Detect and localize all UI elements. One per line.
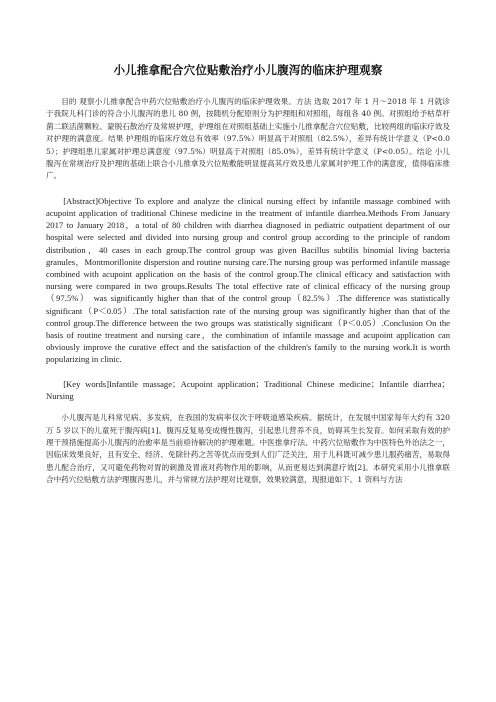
spacer <box>46 183 450 195</box>
abstract-english: [Abstract]Objective To explore and analyze the clinical nursing effect by infantile massage combined with acupoint application of traditional Chinese medicine in the treatment of infantile diarrhea.Methods From January 2017 to January 2018，a total of 80 children with diarrhea diagnosed in pediatric outpatient department of our hospital were selected and divided into nursing group and control group according to the principle of random distribution，40 cases in each group.The control group was given Bacillus subtilis binomial living bacteria granules，Montmorillonite dispersion and routine nursing care.The nursing group was performed infantile massage combined with acupoint application on the basis of the control group.The clinical efficacy and satisfaction with nursing were compared in two groups.Results The total effective rate of clinical efficacy of the nursing group（97.5%） was significantly higher than that of the control group（82.5%）.The difference was statistically significant（P＜0.05）.The total satisfaction rate of the nursing group was significantly higher than that of the control group.The difference between the two groups was statistically significant（P＜0.05）.Conclusion On the basis of routine treatment and nursing care，the combination of infantile massage and acupoint application can obviously improve the curative effect and the satisfaction of the children's family to the nursing work.It is worth popularizing in clinic. <box>46 195 450 365</box>
keywords-english: [Key words]Infantile massage；Acupoint application；Traditional Chinese medicine；Infantile diarrhea；Nursing <box>46 378 450 401</box>
spacer <box>46 366 450 378</box>
paper-title: 小儿推拿配合穴位贴敷治疗小儿腹泻的临床护理观察 <box>113 63 383 77</box>
body-introduction: 小儿腹泻是儿科常见病、多发病，在我国的发病率仅次于呼吸道感染疾病。据统计，在发展中国家每年大约有 320 万 5 岁以下的儿童死于腹泻病[1]。腹泻反复易变成慢性腹泻，引起患儿营养不良，妨碍其生长发育。如何采取有效的护理干预措施提高小儿腹泻的治愈率是当前亟待解决的护理难题。中医推拿疗法、中药穴位贴敷作为中医特色外治法之一，因临床效果良好，且有安全、经济、免除针药之苦等优点而受到人们广泛关注，用于儿科既可减少患儿服药痛苦，易取得患儿配合治疗，又可避免药物对胃的刺激及胃液对药物作用的影响，从而更易达到满意疗效[2]。本研究采用小儿推拿联合中药穴位贴敷方法护理腹泻患儿，并与常规方法护理对比观察，效果较满意，现报道如下。1 资料与方法 <box>46 413 450 485</box>
spacer <box>46 402 450 412</box>
abstract-chinese: 目的 观察小儿推拿配合中药穴位贴敷治疗小儿腹泻的临床护理效果。方法 选取 2017 年 1 月～2018 年 1 月就诊于我院儿科门诊的符合小儿腹泻的患儿 80 例，按随机分配原则分为护理组和对照组，每组各 40 例。对照组给予枯草杆菌二联活菌颗粒、蒙脱石散治疗及常规护理，护理组在对照组基础上实施小儿推拿配合穴位贴敷，比较两组的临床疗效及对护理的满意度。结果 护理组的临床疗效总有效率（97.5%）明显高于对照组（82.5%），差异有统计学意义（P<0.05）；护理组患儿家属对护理总满意度（97.5%）明显高于对照组（85.0%），差异有统计学意义（P<0.05）。结论 小儿腹泻在常规治疗及护理的基础上联合小儿推拿及穴位贴敷能明显提高其疗效及患儿家属对护理工作的满意度，值得临床推广。 <box>46 97 450 181</box>
